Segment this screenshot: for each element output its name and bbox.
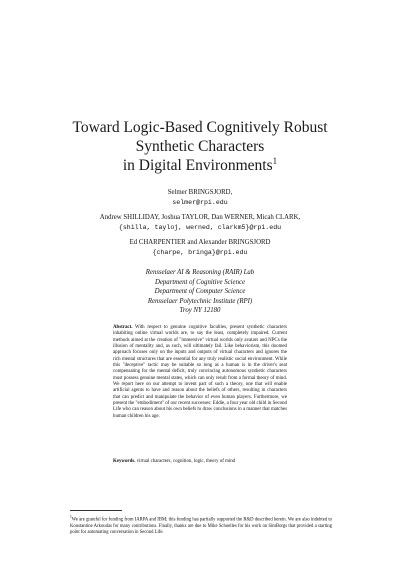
abstract-text: With respect to genuine cognitive faculties, present synthetic characters inhabiting online virtual worlds are, to say the least, completely impaired. Current methods aimed at the creation of "immersive" virtual worlds only avatars and NPCs the illusion of mentality and, as such, will ultimately fail. Like behaviorism, this doomed approach focuses only on the inputs and outputs of virtual characters and ignores the rich mental structures that are essential for any truly realistic social environment. While this "deceptive" tactic may be suitable so long as a human is in the driver's seat compensating for the mental deficit, truly convincing autonomous synthetic characters must possess genuine mental states, which can only result from a formal theory of mind. We report here on our attempt to invent part of such a theory, one that will enable artificial agents to have and reason about the beliefs of others, resulting in characters that can predict and manipulate the behavior of even human players. Furthermore, we present the "embodiment" of our recent successes: Eddie, a four year old child in Second Life who can reason about his own beliefs to draw conclusions in a manner that matches human children his age. (113, 325, 287, 419)
author-block-3 (40, 238, 360, 258)
footnote-mark: 1 (70, 515, 72, 519)
authors-2-emails: {shilla, tayloj, werned, clarkm5}@rpi.edu (118, 224, 282, 231)
keywords (113, 459, 287, 465)
author-1-name: Selmer BRINGSJORD, (167, 189, 233, 196)
title-line-2: Synthetic Characters (135, 138, 265, 155)
authors-3-emails: {charpe, bringa}@rpi.edu (152, 249, 248, 256)
author-block-1 (40, 188, 360, 208)
author-block-2 (40, 213, 360, 233)
abstract (113, 325, 287, 420)
affiliation-lab: Rensselaer AI & Reasoning (RAIR) Lab (145, 269, 255, 276)
abstract-label: Abstract. (113, 325, 133, 330)
affiliation-location: Troy NY 12180 (179, 307, 221, 314)
title-line-3-text: in Digital Environments (122, 157, 273, 174)
footnote-text: We are grateful for funding from IARPA and IBM; this funding has partially supported the R&D described herein. We are also indebted to Konstantine Arkoudas for many contributions. Finally, thanks are due to Mike Schoelles for his work on SimBorgs that provided a starting point for automating conversation in Second Life. (70, 517, 332, 535)
authors-2-names: Andrew SHILLIDAY, Joshua TAYLOR, Dan WERNER, Micah CLARK, (99, 214, 301, 221)
affiliation-dept-cs: Department of Computer Science (154, 288, 246, 295)
affiliation-institute: Rensselaer Polytechnic Institute (RPI) (147, 297, 253, 305)
keywords-label: Keywords. (113, 459, 136, 464)
keywords-text: virtual characters, cognition, logic, theory of mind (136, 459, 236, 464)
title-footnote-mark: 1 (272, 155, 278, 166)
footnote-divider (70, 510, 122, 511)
footnote (70, 514, 332, 536)
paper-title (40, 118, 360, 175)
affiliation-dept-cogsci: Department of Cognitive Science (154, 278, 246, 286)
author-1-email: selmer@rpi.edu (172, 199, 228, 206)
title-line-3 (40, 156, 360, 175)
authors-3-names: Ed CHARPENTIER and Alexander BRINGSJORD (129, 239, 271, 246)
affiliation-block (40, 268, 360, 316)
title-line-1: Toward Logic-Based Cognitively Robust (72, 119, 328, 136)
